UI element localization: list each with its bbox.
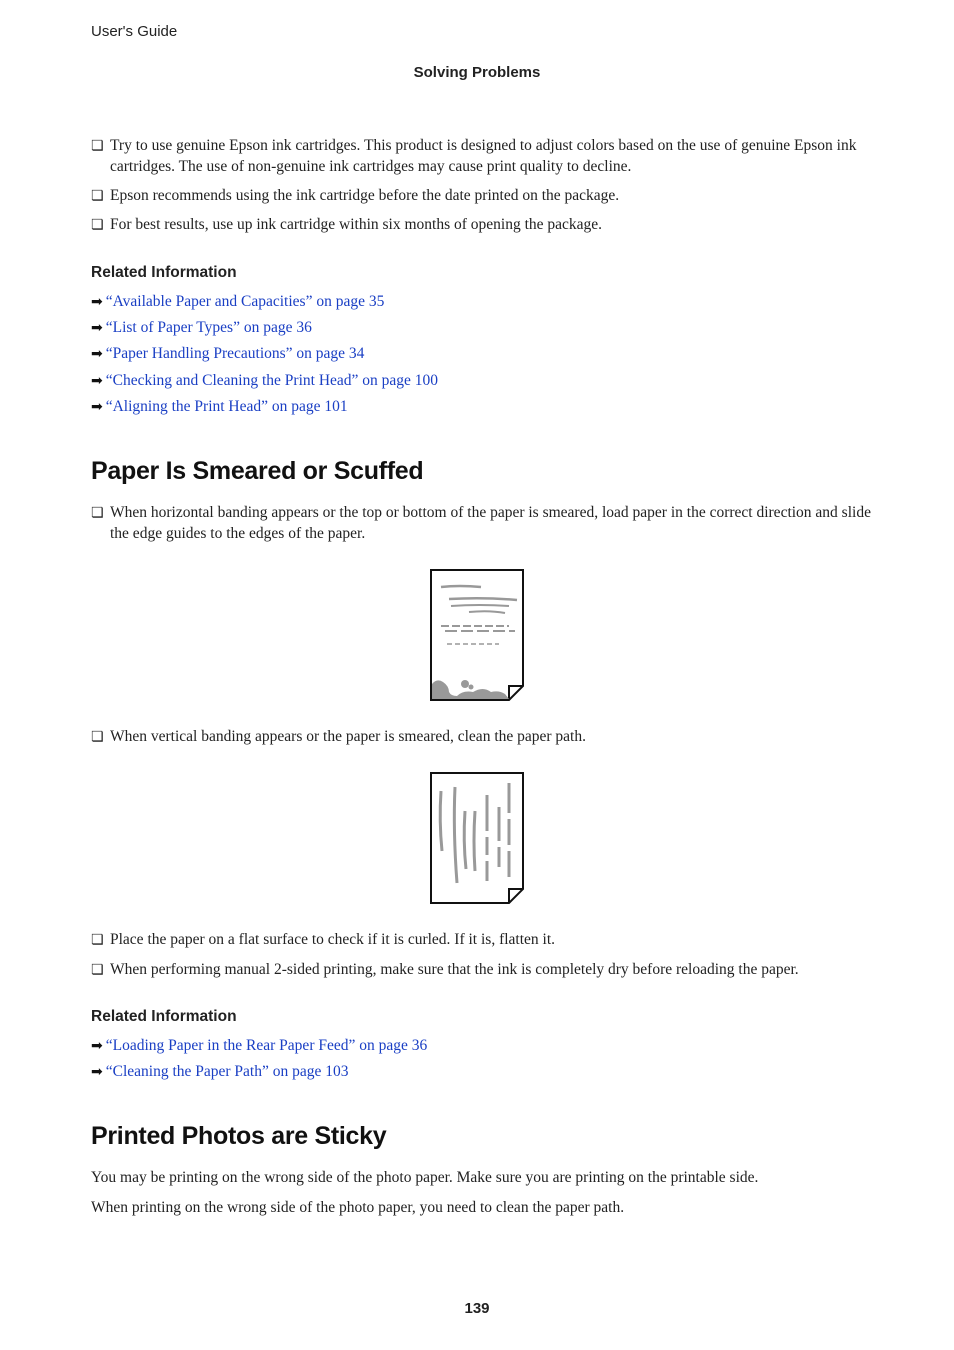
section-title-smeared: Paper Is Smeared or Scuffed: [91, 457, 424, 485]
bullet-text: Epson recommends using the ink cartridge before the date printed on the package.: [110, 187, 620, 204]
related-link[interactable]: “Available Paper and Capacities” on page 35: [105, 293, 385, 310]
related-link[interactable]: “List of Paper Types” on page 36: [105, 319, 312, 336]
related-link-row: [91, 1062, 349, 1082]
related-information-heading: Related Information: [91, 1008, 237, 1025]
related-link[interactable]: “Cleaning the Paper Path” on page 103: [105, 1063, 349, 1080]
arrow-right-icon: ➡: [91, 373, 103, 389]
related-link-row: [91, 1036, 427, 1056]
arrow-right-icon: ➡: [91, 346, 103, 362]
checkbox-bullet-icon: ❏: [91, 505, 104, 521]
arrow-right-icon: ➡: [91, 294, 103, 310]
checkbox-bullet-icon: ❏: [91, 138, 104, 154]
related-link-row: [91, 371, 438, 391]
related-link-row: [91, 318, 312, 338]
checkbox-bullet-icon: ❏: [91, 729, 104, 745]
bullet-text: When performing manual 2-sided printing, make sure that the ink is completely dry before reloading the paper.: [110, 961, 799, 978]
bullet-text: For best results, use up ink cartridge within six months of opening the package.: [110, 216, 603, 233]
arrow-right-icon: ➡: [91, 399, 103, 415]
checkbox-bullet-icon: ❏: [91, 932, 104, 948]
related-information-heading: Related Information: [91, 264, 237, 281]
arrow-right-icon: ➡: [91, 1064, 103, 1080]
guide-title: User's Guide: [91, 23, 178, 40]
paragraph: When printing on the wrong side of the photo paper, you need to clean the paper path.: [91, 1199, 625, 1216]
bullet-text: Try to use genuine Epson ink cartridges. This product is designed to adjust colors based on the use of genuine Epson ink cartridges. The use of non-genuine ink cartridges may cause print quality to decline.: [110, 137, 857, 175]
arrow-right-icon: ➡: [91, 1038, 103, 1054]
bullet-text: When vertical banding appears or the paper is smeared, clean the paper path.: [110, 728, 586, 745]
bullet-text: When horizontal banding appears or the top or bottom of the paper is smeared, load paper in the correct direction and slide the edge guides to the edges of the paper.: [110, 504, 871, 542]
section-header: Solving Problems: [413, 64, 541, 81]
related-link[interactable]: “Checking and Cleaning the Print Head” on page 100: [105, 372, 439, 389]
checkbox-bullet-icon: ❏: [91, 217, 104, 233]
related-link[interactable]: “Aligning the Print Head” on page 101: [105, 398, 348, 415]
arrow-right-icon: ➡: [91, 320, 103, 336]
section-title-sticky: Printed Photos are Sticky: [91, 1122, 387, 1150]
vertical-banding-illustration: [429, 771, 525, 905]
related-link[interactable]: “Paper Handling Precautions” on page 34: [105, 345, 365, 362]
horizontal-banding-illustration: [429, 568, 525, 702]
page-number: 139: [464, 1300, 490, 1317]
paragraph: You may be printing on the wrong side of the photo paper. Make sure you are printing on the printable side.: [91, 1169, 759, 1186]
related-link-row: [91, 292, 384, 312]
related-link[interactable]: “Loading Paper in the Rear Paper Feed” on page 36: [105, 1037, 428, 1054]
bullet-text: Place the paper on a flat surface to check if it is curled. If it is, flatten it.: [110, 931, 556, 948]
related-link-row: [91, 397, 348, 417]
related-link-row: [91, 344, 364, 364]
checkbox-bullet-icon: ❏: [91, 188, 104, 204]
checkbox-bullet-icon: ❏: [91, 962, 104, 978]
